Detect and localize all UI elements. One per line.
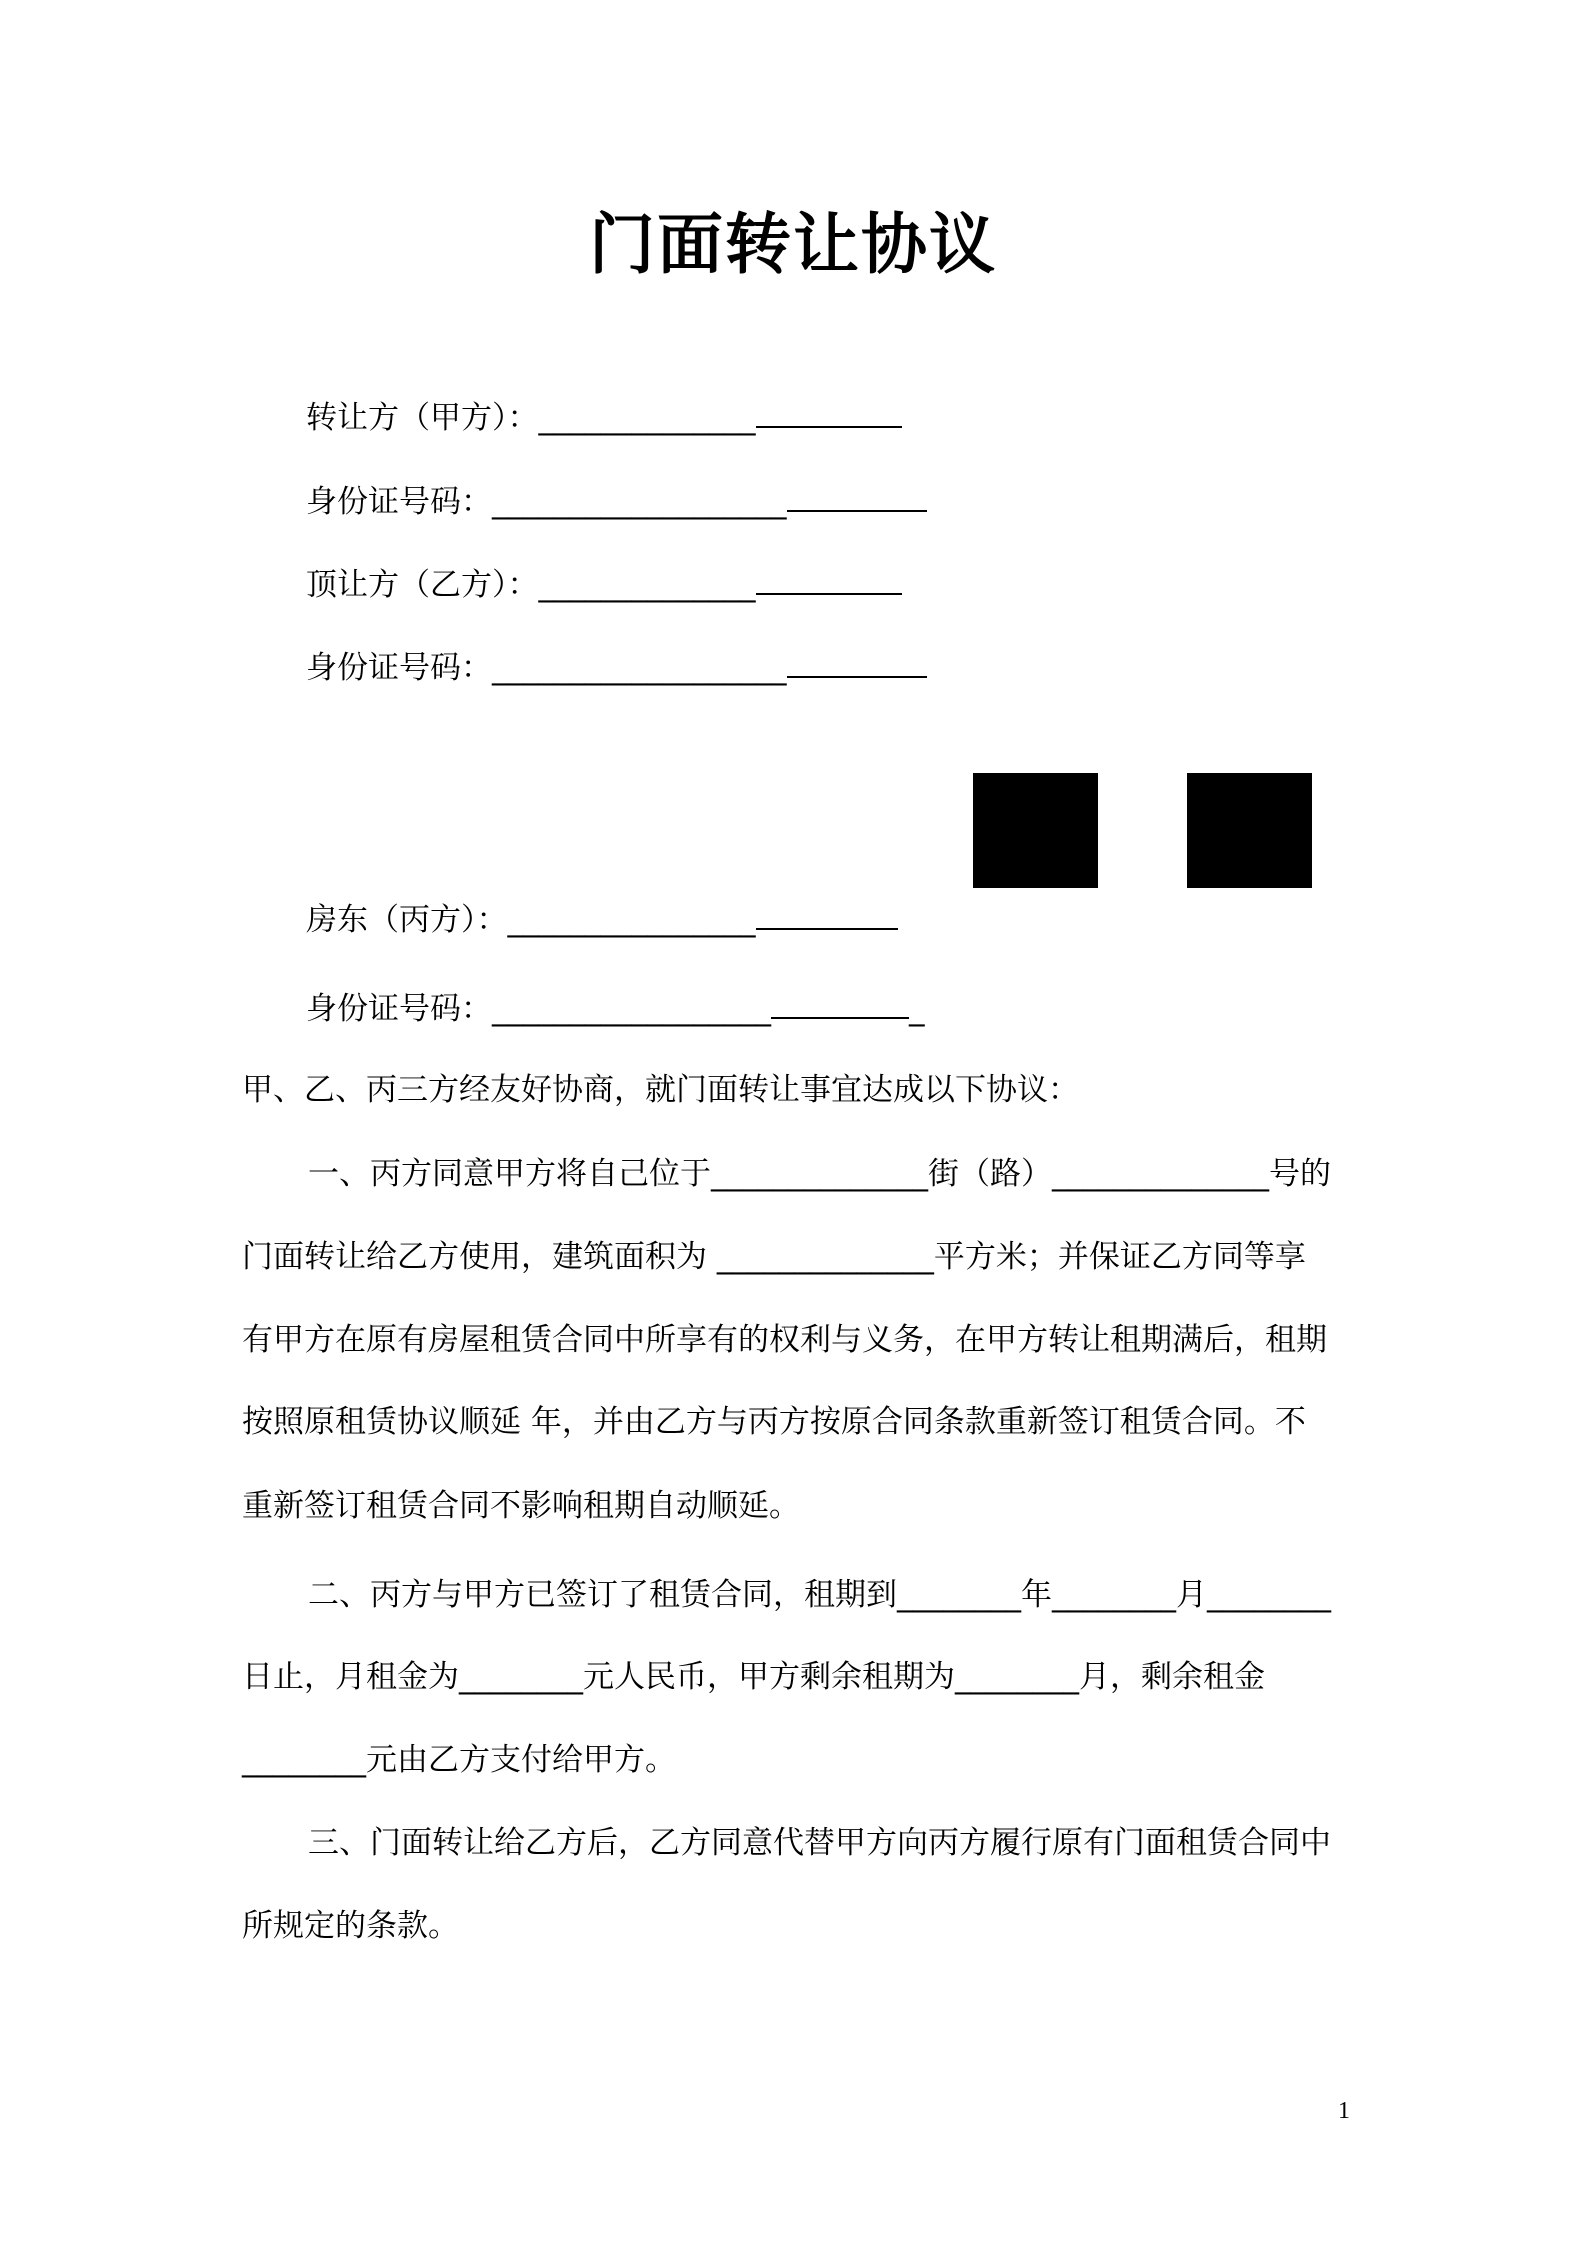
- id-number-blank-3: __________________: [492, 991, 771, 1027]
- clause1-line4: 按照原租赁协议顺延 年，并由乙方与丙方按原合同条款重新签订租赁合同。不: [242, 1404, 1306, 1440]
- transferor-blank: ______________: [538, 400, 756, 436]
- id-number-field-3: [306, 987, 925, 1031]
- id-number-underline-1: [787, 480, 927, 512]
- clause1-line3: 有甲方在原有房屋租赁合同中所享有的权利与义务，在甲方转让租期满后，租期: [242, 1322, 1327, 1358]
- clause3-line2: 所规定的条款。: [242, 1908, 459, 1944]
- id-number-label-2: 身份证号码：: [306, 650, 492, 686]
- transferee-label: 顶让方（乙方）：: [306, 567, 539, 603]
- transferee-underline: [756, 563, 902, 595]
- clause1-line1: 一、丙方同意甲方将自己位于______________街（路）______________号的: [308, 1156, 1331, 1192]
- id-number-tail-3: _: [909, 991, 925, 1027]
- landlord-underline: [756, 898, 898, 930]
- transferee-field: [306, 563, 902, 607]
- transferor-label: 转让方（甲方）：: [306, 400, 539, 436]
- redaction-block-left: [973, 773, 1098, 888]
- clause2-line3: ________元由乙方支付给甲方。: [242, 1742, 676, 1778]
- landlord-label: 房东（丙方）：: [306, 902, 508, 938]
- clause2-line1: 二、丙方与甲方已签订了租赁合同，租期到________年________月________: [308, 1577, 1331, 1613]
- transferor-field: [306, 396, 902, 440]
- intro-paragraph: 甲、乙、丙三方经友好协商，就门面转让事宜达成以下协议：: [242, 1072, 1079, 1108]
- id-number-underline-2: [787, 646, 927, 678]
- landlord-field: [306, 898, 898, 942]
- id-number-underline-3: [771, 987, 909, 1019]
- clause3-line1: 三、门面转让给乙方后，乙方同意代替甲方向丙方履行原有门面租赁合同中: [308, 1825, 1331, 1861]
- page-number: 1: [1338, 2098, 1350, 2124]
- transferee-blank: ______________: [538, 567, 756, 603]
- id-number-label-3: 身份证号码：: [306, 991, 492, 1027]
- document-title: 门面转让协议: [589, 206, 997, 283]
- id-number-label-1: 身份证号码：: [306, 484, 492, 520]
- redaction-block-right: [1187, 773, 1312, 888]
- clause1-line5: 重新签订租赁合同不影响租期自动顺延。: [242, 1488, 800, 1524]
- transferor-underline: [756, 396, 902, 428]
- id-number-field-1: [306, 480, 927, 524]
- landlord-blank: ________________: [507, 902, 756, 938]
- clause1-line2: 门面转让给乙方使用，建筑面积为 ______________平方米；并保证乙方同等享: [242, 1239, 1306, 1275]
- clause2-line2: 日止，月租金为________元人民币，甲方剩余租期为________月，剩余租金: [242, 1659, 1265, 1695]
- id-number-blank-2: ___________________: [492, 650, 787, 686]
- id-number-field-2: [306, 646, 927, 690]
- id-number-blank-1: ___________________: [492, 484, 787, 520]
